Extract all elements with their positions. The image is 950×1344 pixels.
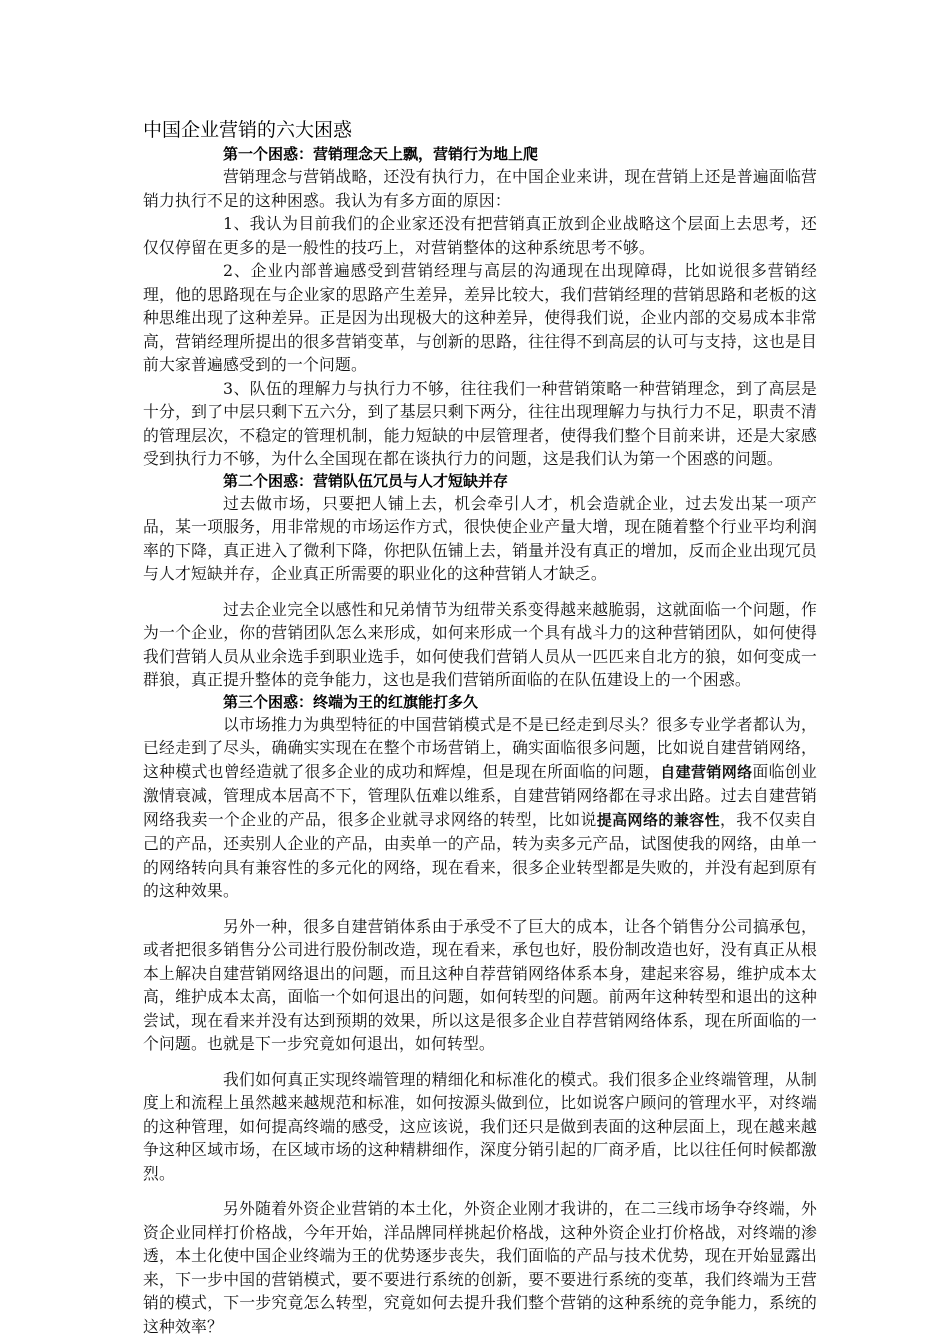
- paragraph-text: 以市场推力为典型特征的中国营销模式是不是已经走到尽头？很多专业学者都认为，已经走到了尽头，确确实实现在在整个市场营销上，确实面临很多问题，比如说自建营销网络，这种模式也曾经造就了很多企业的成功和辉煌，但是现在所面临的问题，: [143, 714, 817, 781]
- paragraph-text: ，我不仅卖自己的产品，还卖别人企业的产品，由卖单一的产品，转为卖多元产品，试图使我的网络，由单一的网络转向具有兼容性的多元化的网络，现在看来，很多企业转型都是失败的，并没有起到原有的这种效果。: [143, 809, 818, 900]
- document-page: [143, 116, 817, 1338]
- paragraph-text: 面临创业激情衰减，管理成本居高不下，管理队伍难以维系，自建营销网络都在寻求出路。过去自建营销网络我卖一个企业的产品，很多企业就寻求网络的转型，比如说: [143, 761, 817, 829]
- paragraph: 过去企业完全以感性和兄弟情节为纽带关系变得越来越脆弱，这就面临一个问题，作为一个企业，你的营销团队怎么来形成，如何来形成一个具有战斗力的这种营销团队，如何使得我们营销人员从业余选手到职业选手，如何使我们营销人员从一匹匹来自北方的狼，如何变成一群狼，真正提升整体的竞争能力，这也是我们营销所面临的在队伍建设上的一个困惑。: [143, 599, 817, 689]
- paragraph: 另外一种，很多自建营销体系由于承受不了巨大的成本，让各个销售分公司搞承包，或者把很多销售分公司进行股份制改造，现在看来，承包也好，股份制改造也好，没有真正从根本上解决自建营销网络退出的问题，而且这种自荐营销网络体系本身，建起来容易，维护成本太高，维护成本太高，面临一个如何退出的问题，如何转型的问题。前两年这种转型和退出的这种尝试，现在看来并没有达到预期的效果，所以这是很多企业自荐营销网络体系，现在所面临的一个问题。也就是下一步究竟如何退出，如何转型。: [143, 916, 817, 1053]
- section-heading-2: 第二个困惑：营销队伍冗员与人才短缺并存: [223, 471, 509, 490]
- paragraph: 我们如何真正实现终端管理的精细化和标准化的模式。我们很多企业终端管理，从制度上和流程上虽然越来越规范和标准，如何按源头做到位，比如说客户顾问的管理水平，对终端的这种管理，如何提高终端的感受，这应该说，我们还只是做到表面的这种层面上，现在越来越争这种区域市场，在区域市场的这种精耕细作，深度分销引起的厂商矛盾，比以往任何时候都激烈。: [143, 1069, 817, 1183]
- paragraph: 2、企业内部普遍感受到营销经理与高层的沟通现在出现障碍，比如说很多营销经理，他的思路现在与企业家的思路产生差异，差异比较大，我们营销经理的营销思路和老板的这种思维出现了这种差异。正是因为出现极大的这种差异，使得我们说，企业内部的交易成本非常高，营销经理所提出的很多营销变革，与创新的思路，往往得不到高层的认可与支持，这也是目前大家普遍感受到的一个问题。: [143, 261, 817, 374]
- bold-phrase: 自建营销网络: [660, 762, 753, 781]
- section-heading-1: 第一个困惑：营销理念天上飘，营销行为地上爬: [223, 145, 539, 163]
- paragraph: 1、我认为目前我们的企业家还没有把营销真正放到企业战略这个层面上去思考，还仅仅停留在更多的是一般性的技巧上，对营销整体的这种系统思考不够。: [143, 214, 817, 257]
- paragraph: 另外随着外资企业营销的本土化，外资企业刚才我讲的，在二三线市场争夺终端，外资企业同样打价格战，今年开始，洋品牌同样挑起价格战，这种外资企业打价格战，对终端的渗透，本土化使中国企业终端为王的优势逐步丧失，我们面临的产品与技术优势，现在开始显露出来，下一步中国的营销模式，要不要进行系统的创新，要不要进行系统的变革，我们终端为王营销的模式，下一步究竟怎么转型，究竟如何去提升我们整个营销的这种系统的竞争能力，系统的这种效率？: [143, 1199, 817, 1336]
- paragraph: 3、队伍的理解力与执行力不够，往往我们一种营销策略一种营销理念，到了高层是十分，到了中层只剩下五六分，到了基层只剩下两分，往往出现理解力与执行力不足，职责不清的管理层次，不稳定的管理机制，能力短缺的中层管理者，使得我们整个目前来讲，还是大家感受到执行力不够，为什么全国现在都在谈执行力的问题，这是我们认为第一个困惑的问题。: [143, 378, 817, 468]
- paragraph: [143, 713, 817, 903]
- paragraph: 营销理念与营销战略，还没有执行力，在中国企业来讲，现在营销上还是普遍面临营销力执行不足的这种困惑。我认为有多方面的原因：: [143, 167, 817, 210]
- paragraph: 过去做市场，只要把人铺上去，机会牵引人才，机会造就企业，过去发出某一项产品，某一项服务，用非常规的市场运作方式，很快使企业产量大增，现在随着整个行业平均利润率的下降，真正进入了微利下降，你把队伍铺上去，销量并没有真正的增加，反而企业出现冗员与人才短缺并存，企业真正所需要的职业化的这种营销人才缺乏。: [143, 493, 817, 583]
- document-title: 中国企业营销的六大困惑: [143, 119, 353, 141]
- section-heading-3: 第三个困惑：终端为王的红旗能打多久: [223, 692, 479, 711]
- bold-phrase: 提高网络的兼容性: [596, 810, 720, 829]
